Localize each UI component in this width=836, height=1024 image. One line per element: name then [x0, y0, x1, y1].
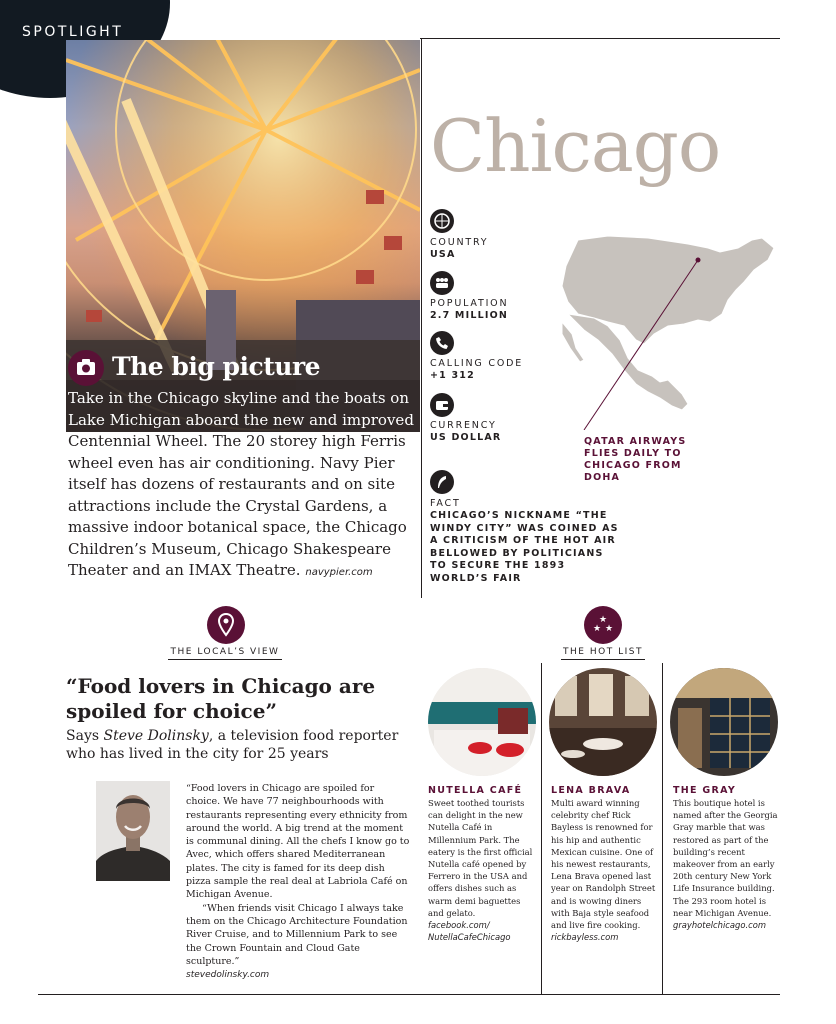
interview-paragraph-1: “Food lovers in Chicago are spoiled for choice. We have 77 neighbourhoods with restaurants representing every ethnicity from around the world. A big trend at the moment is communal dining. All the chefs I know go to Avec, which offers shared Mediterranean plates. The city is famed for its deep dish pizza sample the real deal at Labriola Café on Michigan Avenue. — [186, 783, 410, 901]
lena-brava-photo — [549, 668, 657, 776]
city-title: Chicago — [430, 104, 721, 188]
hot-item-link[interactable]: grayhotelchicago.com — [673, 920, 767, 931]
steve-dolinsky-portrait — [96, 781, 170, 881]
stevedolinsky-link[interactable]: stevedolinsky.com — [186, 970, 270, 981]
fact-label-country: COUNTRY — [430, 237, 489, 248]
fact-value-currency: US DOLLAR — [430, 432, 502, 443]
section-label: SPOTLIGHT — [22, 24, 124, 40]
quote-sub-suffix: , a television food reporter who has lived in the city for 25 years — [66, 728, 399, 762]
interview-paragraph-2: “When friends visit Chicago I always take them on the Chicago Architecture Foundation River Cruise, and to Millennium Park to see the Crown Fountain and Cloud Gate sculpture.” — [186, 902, 408, 967]
hot-item-description-text: Sweet toothed tourists can delight in the new Nutella Café in Millennium Park. The eatery is the first official Nutella café opened by Ferrero in the USA and offers dishes such as warm demi baguettes and gelato. — [428, 798, 533, 918]
fact-value-population: 2.7 MILLION — [430, 310, 508, 321]
navy-pier-link[interactable]: navypier.com — [305, 567, 373, 578]
big-picture-title: The big picture — [112, 352, 321, 381]
fact-label-fact: FACT — [430, 498, 461, 509]
quote-sub-prefix: Says — [66, 728, 100, 744]
camera-icon — [68, 350, 104, 386]
hot-item-description — [551, 797, 659, 943]
hot-item-description-text: This boutique hotel is named after the Georgia Gray marble that was restored as part of the building’s recent makeover from an early 20th century New York Life Insurance building. The 293 room hotel is near Michigan Avenue. — [673, 798, 778, 918]
hot-item-name: LENA BRAVA — [551, 785, 631, 796]
hot-item-link[interactable]: facebook.com/ — [428, 920, 490, 931]
big-picture-body — [68, 388, 414, 584]
locals-view-label: THE LOCAL’S VIEW — [168, 647, 282, 660]
nutella-cafe-photo — [428, 668, 536, 776]
hot-item-description-text: Multi award winning celebrity chef Rick Bayless is renowned for his hip and authentic Mexican cuisine. One of his newest restaurants, Lena Brava opened last year on Randolph Street and is wowing diners with Baja style seafood and live fire cooking. — [551, 798, 656, 931]
hot-item-name: THE GRAY — [673, 785, 737, 796]
wallet-icon — [430, 393, 454, 417]
svg-text:★: ★ — [604, 624, 614, 634]
hot-item-description — [428, 797, 536, 943]
stars-icon — [584, 606, 622, 644]
hot-item-link[interactable]: rickbayless.com — [551, 932, 619, 943]
svg-text:★: ★ — [592, 624, 602, 634]
quote-sub-name: Steve Dolinsky — [103, 728, 209, 744]
divider — [420, 38, 780, 39]
fact-label-population: POPULATION — [430, 298, 509, 309]
compass-icon — [430, 209, 454, 233]
fact-value-calling-code: +1 312 — [430, 370, 475, 381]
quote-subheading — [66, 727, 406, 763]
fact-value-country: USA — [430, 249, 456, 260]
hot-item-description — [673, 797, 781, 931]
big-picture-body-text: Centennial Wheel. The 20 storey high Ferris wheel even has air conditioning. Navy Pier itself has dozens of restaurants and on site attractions include the Crystal Gardens, a massive indoor botanical space, the Chicago Children’s Museum, Chicago Shakespeare Theater and an IMAX Theatre. — [68, 432, 407, 579]
location-pin-icon — [207, 606, 245, 644]
phone-icon — [430, 331, 454, 355]
north-america-map — [548, 230, 784, 430]
divider — [662, 663, 663, 994]
divider — [541, 663, 542, 994]
feather-icon — [430, 470, 454, 494]
qatar-airways-caption: QATAR AIRWAYS FLIES DAILY TO CHICAGO FROM DOHA — [584, 436, 687, 483]
divider — [421, 38, 422, 598]
fact-value-fact: CHICAGO’S NICKNAME “THE WINDY CITY” WAS COINED AS A CRITICISM OF THE HOT AIR BELLOWED BY POLITICIANS TO SECURE THE 1893 WORLD’S FAIR — [430, 510, 619, 584]
divider — [38, 994, 780, 995]
the-gray-photo — [670, 668, 778, 776]
big-picture-body-on-photo: Take in the Chicago skyline and the boats on Lake Michigan aboard the new and improved — [68, 389, 414, 429]
hot-list-label: THE HOT LIST — [561, 647, 645, 660]
people-icon — [430, 271, 454, 295]
interview-text — [186, 782, 410, 982]
quote-headline: “Food lovers in Chicago are spoiled for choice” — [66, 674, 376, 723]
hot-item-name: NUTELLA CAFÉ — [428, 785, 523, 796]
fact-label-currency: CURRENCY — [430, 420, 497, 431]
hot-item-link[interactable]: NutellaCafeChicago — [428, 932, 511, 943]
svg-text:★: ★ — [598, 615, 608, 625]
fact-label-calling-code: CALLING CODE — [430, 358, 524, 369]
